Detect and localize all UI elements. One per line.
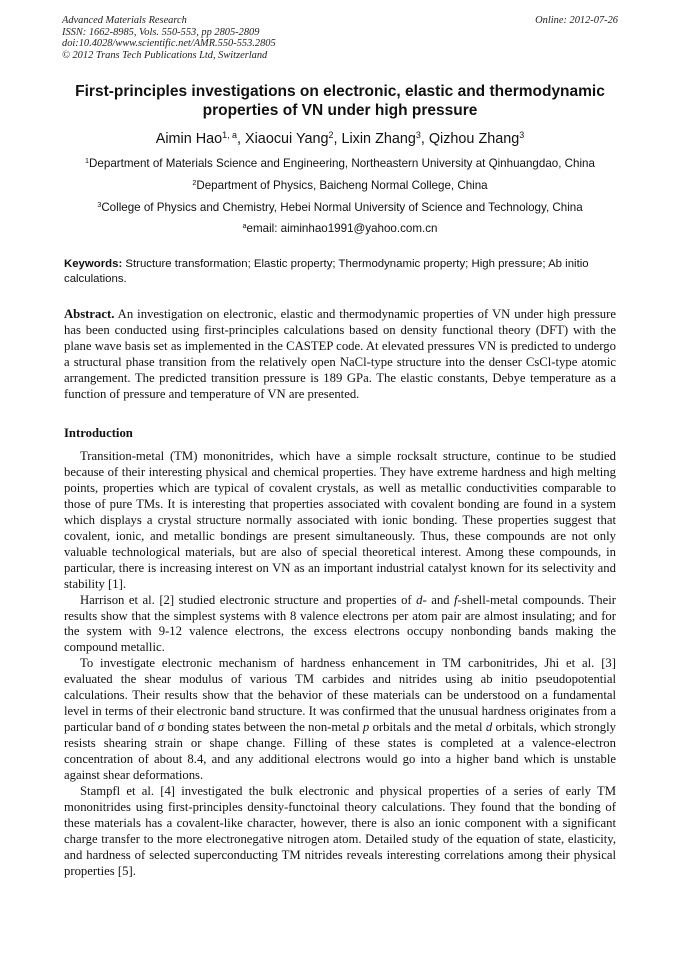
affiliation-1: $^1$Department of Materials Science and Engineering, Northeastern University at Qinhuangdao, China [85,156,595,170]
abstract-text: An investigation on electronic, elastic and thermodynamic properties of VN under high pressure has been conducted using first-principles calculations based on density functional theory (DFT) with the plane wave basis set as implemented in the CASTEP code. At elevated pressures VN is predicted to undergo a structural phase transition from the relatively open NaCl-type structure into the denser CsCl-type atomic arrangement. The predicted transition pressure is 189 GPa. The elastic constants, Debye temperature as a function of pressure and temperature of VN are presented. [64,307,616,401]
italic-symbol: p [362,720,370,735]
keywords-text: Structure transformation; Elastic property; Thermodynamic property; High pressure; Ab initio calculations. [64,258,589,285]
title-line-2: properties of VN under high pressure [202,102,478,119]
text-run: Stampfl et al. [4] investigated the bulk electronic and physical properties of a series of early TM mononitrides using first-principles density-functoinal theory calculations. They found that the bonding of these materials has a covalent-like character, however, there is also an ionic component with a significant charge transfer to the more electronegative nitrogen atom. Detailed study of the equation of state, elasticity, and hardness of selected superconducting TM nitrides reveals interesting correlations among their physical properties [5]. [64,784,616,878]
text-run: To investigate electronic mechanism of hardness enhancement in TM carbonitrides, Jhi et al. [3] evaluated the shear modulus of various TM carbides and nitrides using ab initio pseudopotential calculations. Their results show that the behavior of these materials can be understood on a fundamental level in terms of their electronic band structure. It was confirmed that the unusual hardness originates from a particular band of [64,656,616,735]
italic-symbol: d [416,592,423,607]
intro-paragraph-3 [64,656,616,784]
italic-symbol: σ [157,720,165,735]
author-email: $^a$email: aiminhao1991@yahoo.com.cn [242,221,438,235]
journal-name: Advanced Materials Research [62,15,187,26]
author: Lixin Zhang$^3$, [341,130,429,147]
keywords [64,257,616,287]
keywords-label: Keywords: [64,258,123,270]
issn-line: ISSN: 1662-8985, Vols. 550-553, pp 2805-2809 [62,26,260,38]
text-run: - and [422,592,455,607]
text-run: -shell-metal compounds. Their results show that the simplest systems with 8 valence electrons per atom pair are almost insulating; and for the system with 9-12 valence electrons, the excess electrons occupy nonbonding bands making the compound metallic. [64,592,617,655]
online-date: Online: 2012-07-26 [535,15,618,26]
affiliation-2: $^2$Department of Physics, Baicheng Normal College, China [192,178,488,192]
affiliation-3: $^3$College of Physics and Chemistry, Hebei Normal University of Science and Technology, China [97,200,583,214]
section-heading-introduction: Introduction [64,426,133,440]
italic-symbol: f [454,592,458,607]
italic-symbol: d [485,720,493,735]
abstract [64,307,616,403]
intro-paragraph-4 [64,784,616,880]
text-run: bonding states between the non-metal [164,720,363,735]
abstract-label: Abstract. [64,307,115,321]
doi-line: doi:10.4028/www.scientific.net/AMR.550-553.2805 [62,38,276,50]
copyright-line: © 2012 Trans Tech Publications Ltd, Switzerland [62,49,268,61]
author: Qizhou Zhang$^3$ [428,130,525,147]
paper-title [40,82,640,120]
introduction-body [64,449,616,880]
intro-paragraph-1 [64,449,616,593]
text-run: orbitals, which strongly resists shearing strain or shape change. Filling of these states is completed at a valence-electron concentration of about 8.4, and any additional electrons would go into a higher band which is unstable against shear deformations. [64,720,616,783]
text-run: Transition-metal (TM) mononitrides, which have a simple rocksalt structure, continue to be studied because of their interesting physical and chemical properties. They have extreme hardness and high melting points, properties which are typical of covalent crystals, as well as metallic conductivities comparable to those of pure TMs. It is interesting that properties associated with covalent bonding are found in a system which displays a crystal structure normally associated with ionic bonding. These properties suggest that covalent, ionic, and metallic bondings are present simultaneously. Thus, these compounds are not only valuable technological materials, but are also of special theoretical interest. Among these compounds, in particular, there is increasing interest on VN as an important industrial catalyst known for its selectivity and stability [1]. [64,449,616,591]
title-line-1: First-principles investigations on electronic, elastic and thermodynamic [75,83,605,100]
text-run: orbitals and the metal [369,720,486,735]
text-run: Harrison et al. [2] studied electronic structure and properties of [80,592,417,607]
intro-paragraph-2 [64,593,616,657]
author-list [40,130,640,148]
author: Xiaocui Yang$^2$, [245,130,342,147]
journal-header [62,15,618,61]
author: Aimin Hao$^{1, a}$, [155,130,246,147]
